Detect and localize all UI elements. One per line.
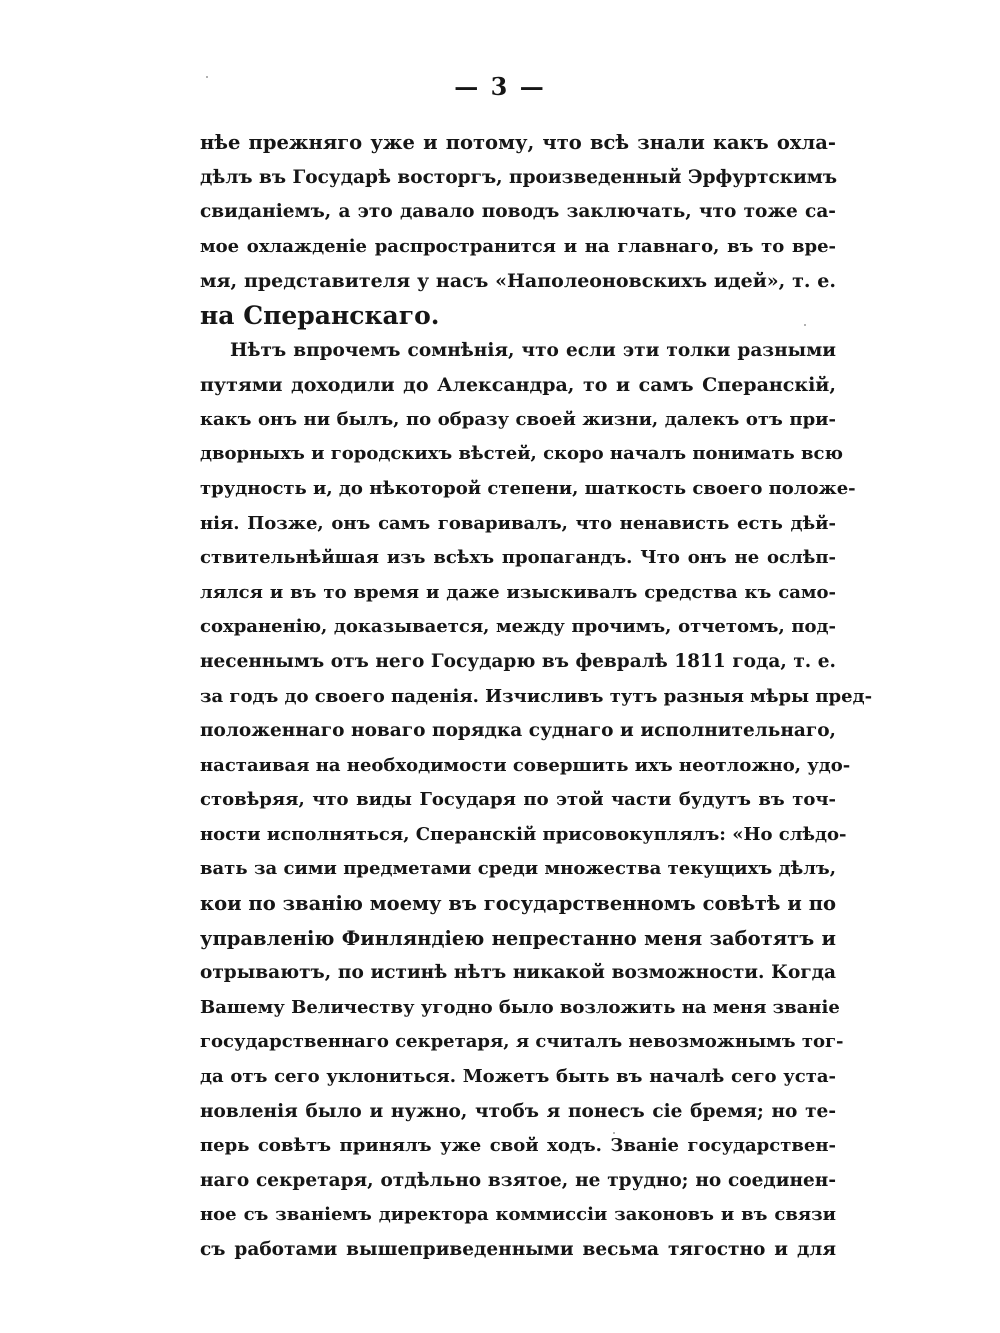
text-line: несеннымъ отъ него Государю въ февралѣ 1811 года, т. е. [200, 650, 836, 672]
paragraph [200, 334, 873, 1268]
page-text [200, 126, 873, 1268]
text-line: сохраненію, доказывается, между прочимъ, отчетомъ, под- [200, 616, 836, 638]
text-line: отрываютъ, по истинѣ нѣтъ никакой возможности. Когда [200, 962, 836, 984]
text-line: наго секретаря, отдѣльно взятое, не трудно; но соединен- [200, 1169, 836, 1191]
text-line: положеннаго новаго порядка суднаго и исполнительнаго, [200, 720, 836, 742]
text-line: какъ онъ ни былъ, по образу своей жизни, далекъ отъ при- [200, 408, 836, 430]
text-line: свиданіемъ, а это давало поводъ заключать, что тоже са- [200, 201, 836, 223]
text-line: ствительнѣйшая изъ всѣхъ пропагандъ. Что онъ не ослѣп- [200, 547, 836, 569]
text-line: ное съ званіемъ директора коммиссіи законовъ и въ связи [200, 1204, 836, 1226]
text-line: государственнаго секретаря, я считалъ невозможнымъ тог- [200, 1031, 844, 1053]
text-line: кои по званію моему въ государственномъ совѣтѣ и по [200, 892, 836, 916]
text-line: мое охлажденіе распространится и на главнаго, въ то вре- [200, 235, 836, 257]
text-line: да отъ сего уклониться. Можетъ быть въ началѣ сего уста- [200, 1066, 836, 1088]
scan-speck [804, 324, 806, 326]
text-line: управленію Финляндіею непрестанно меня заботятъ и [200, 926, 836, 950]
text-line: перь совѣтъ принялъ уже свой ходъ. Званіе государствен- [200, 1135, 836, 1157]
text-line: нѣе прежняго уже и потому, что всѣ знали какъ охла- [200, 131, 836, 154]
paragraph [200, 126, 836, 334]
text-line: за годъ до своего паденія. Изчисливъ тутъ разныя мѣры пред- [200, 685, 873, 707]
text-line: вать за сими предметами среди множества текущихъ дѣлъ, [200, 858, 836, 880]
scan-speck [206, 76, 208, 78]
scan-speck [613, 1132, 615, 1134]
text-line: настаивая на необходимости совершить ихъ неотложно, удо- [200, 754, 851, 776]
text-line: дѣлъ въ Государѣ восторгъ, произведенный Эрфуртскимъ [200, 166, 838, 188]
text-line: трудность и, до нѣкоторой степени, шаткость своего положе- [200, 477, 856, 499]
text-line: дворныхъ и городскихъ вѣстей, скоро началъ понимать всю [200, 443, 843, 465]
text-line: Вашему Величеству угодно было возложить на меня званіе [200, 996, 840, 1018]
text-line: съ работами вышеприведенными весьма тягостно и для [200, 1239, 836, 1260]
text-line: лялся и въ то время и даже изыскивалъ средства къ само- [200, 581, 836, 603]
text-line: ности исполняться, Сперанскій присовокуплялъ: «Но слѣдо- [200, 823, 847, 845]
text-line: путями доходили до Александра, то и самъ Сперанскій, [200, 374, 836, 397]
text-line: нія. Позже, онъ самъ говаривалъ, что ненависть есть дѣй- [200, 512, 836, 534]
text-line: на Сперанскаго. [200, 300, 440, 330]
text-line: Нѣтъ впрочемъ сомнѣнія, что если эти толки разными [230, 339, 836, 361]
text-line: мя, представителя у насъ «Наполеоновскихъ идей», т. е. [200, 270, 836, 293]
text-line: стовѣряя, что виды Государя по этой части будутъ въ точ- [200, 789, 836, 811]
page-number: — 3 — [454, 72, 546, 101]
text-line: новленія было и нужно, чтобъ я понесъ сіе бремя; но те- [200, 1100, 836, 1122]
